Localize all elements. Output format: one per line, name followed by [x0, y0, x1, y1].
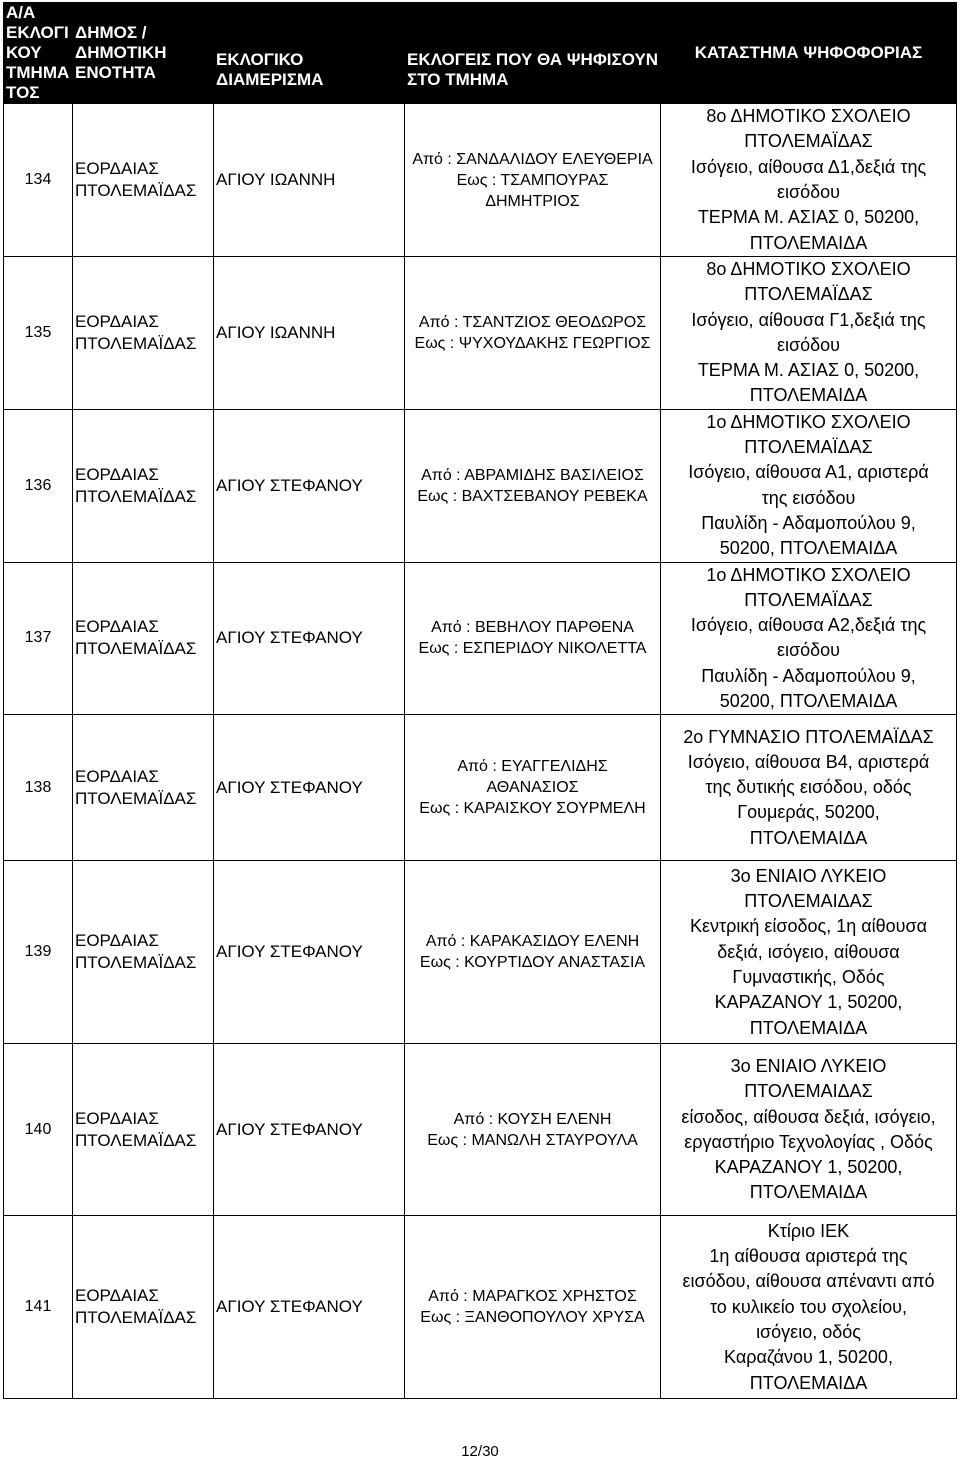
row-number: 138: [4, 715, 73, 861]
store-line: 8ο ΔΗΜΟΤΙΚΟ ΣΧΟΛΕΙΟ: [706, 259, 911, 279]
store-line: το κυλικείο του σχολείου,: [709, 1296, 908, 1317]
diamerisma-cell: ΑΓΙΟΥ ΙΩΑΝΝΗ: [214, 104, 405, 257]
store-line: ΠΤΟΛΕΜΑΪΔΑΣ: [744, 437, 873, 458]
dimos-cell: [73, 257, 214, 410]
header-diamerisma: [214, 3, 405, 104]
diamerisma-cell: ΑΓΙΟΥ ΣΤΕΦΑΝΟΥ: [214, 409, 405, 562]
header-aa-line: ΚΟΥ: [6, 43, 42, 62]
store-line: ΤΕΡΜΑ Μ. ΑΣΙΑΣ 0, 50200,: [697, 360, 920, 381]
voters-cell: [405, 1216, 661, 1399]
header-aa-line: Α/Α: [6, 3, 36, 22]
page-number: 12/30: [461, 1443, 499, 1460]
row-number: 136: [4, 409, 73, 562]
voters-line: Εως : ΕΣΠΕΡΙΔΟΥ ΝΙΚΟΛΕΤΤΑ: [418, 640, 647, 658]
header-aa: [4, 3, 73, 104]
store-line: 1ο ΔΗΜΟΤΙΚΟ ΣΧΟΛΕΙΟ: [706, 564, 911, 585]
store-line: ΠΤΟΛΕΜΑΙΔΑ: [749, 1017, 868, 1038]
voters-line: Εως : ΚΟΥΡΤΙΔΟΥ ΑΝΑΣΤΑΣΙΑ: [419, 954, 646, 972]
store-line: ΠΤΟΛΕΜΑΙΔΑΣ: [744, 891, 873, 912]
table-row: [4, 257, 957, 410]
header-voters: [405, 3, 661, 104]
header-aa-line: ΕΚΛΟΓΙ: [6, 23, 69, 42]
voters-line: Εως : ΤΣΑΜΠΟΥΡΑΣ: [456, 171, 609, 189]
diamerisma-cell: ΑΓΙΟΥ ΣΤΕΦΑΝΟΥ: [214, 861, 405, 1044]
store-cell: [661, 1044, 957, 1216]
table-row: [4, 409, 957, 562]
store-cell: [661, 1216, 957, 1399]
diamerisma-cell: ΑΓΙΟΥ ΣΤΕΦΑΝΟΥ: [214, 1216, 405, 1399]
store-line: εισόδου: [776, 334, 841, 355]
store-line: Καραζάνου 1, 50200,: [724, 1347, 893, 1368]
row-number: 135: [4, 257, 73, 410]
voters-line: Από : ΕΥΑΓΓΕΛΙΔΗΣ: [457, 758, 608, 776]
store-cell: [661, 104, 957, 257]
dimos-cell: [73, 104, 214, 257]
header-voters-line: ΕΚΛΟΓΕΙΣ ΠΟΥ ΘΑ ΨΗΦΙΣΟΥΝ: [407, 50, 659, 69]
dimos-line: ΠΤΟΛΕΜΑΪΔΑΣ: [75, 639, 197, 659]
header-dimos: [73, 3, 214, 104]
store-line: εισόδου: [776, 640, 841, 661]
diamerisma-cell: ΑΓΙΟΥ ΣΤΕΦΑΝΟΥ: [214, 1044, 405, 1216]
row-number: 139: [4, 861, 73, 1044]
store-line: ΠΤΟΛΕΜΑΙΔΑ: [749, 1372, 868, 1393]
voters-line: Από : ΣΑΝΔΑΛΙΔΟΥ ΕΛΕΥΘΕΡΙΑ: [412, 150, 653, 168]
voters-cell: [405, 562, 661, 715]
voters-line: Εως : ΚΑΡΑΙΣΚΟΥ ΣΟΥΡΜΕΛΗ: [419, 800, 646, 818]
store-line: 1ο ΔΗΜΟΤΙΚΟ ΣΧΟΛΕΙΟ: [706, 411, 911, 432]
voters-line: Από : ΤΣΑΝΤΖΙΟΣ ΘΕΟΔΩΡΟΣ: [418, 313, 647, 331]
dimos-line: ΕΟΡΔΑΙΑΣ: [75, 159, 159, 178]
header-row: [4, 3, 957, 104]
table-row: [4, 1216, 957, 1399]
store-line: 50200, ΠΤΟΛΕΜΑΙΔΑ: [719, 691, 898, 712]
dimos-line: ΕΟΡΔΑΙΑΣ: [75, 311, 159, 331]
store-line: ΚΑΡΑΖΑΝΟΥ 1, 50200,: [714, 992, 903, 1013]
store-line: Ισόγειο, αίθουσα Α1, αριστερά: [688, 462, 929, 483]
voters-cell: [405, 715, 661, 861]
store-line: ΠΤΟΛΕΜΑΙΔΑΣ: [744, 1081, 873, 1102]
dimos-line: ΠΤΟΛΕΜΑΪΔΑΣ: [75, 333, 197, 353]
store-line: δεξιά, ισόγειο, αίθουσα: [717, 941, 900, 962]
voters-line: Από : ΒΕΒΗΛΟΥ ΠΑΡΘΕΝΑ: [431, 619, 634, 637]
store-line: ΠΤΟΛΕΜΑΙΔΑ: [749, 1182, 868, 1203]
dimos-line: ΕΟΡΔΑΙΑΣ: [75, 617, 159, 637]
header-aa-line: ΤΜΗΜΑ: [6, 63, 70, 82]
table-row: [4, 1044, 957, 1216]
store-line: Ισόγειο, αίθουσα Γ1,δεξιά της: [691, 309, 926, 330]
dimos-line: ΠΤΟΛΕΜΑΪΔΑΣ: [75, 953, 197, 973]
table-row: [4, 715, 957, 861]
store-line: ισόγειο, οδός: [756, 1321, 861, 1342]
voters-cell: [405, 409, 661, 562]
store-line: Ισόγειο, αίθουσα Α2,δεξιά της: [690, 615, 927, 636]
table-row: [4, 861, 957, 1044]
header-voters-line: ΣΤΟ ΤΜΗΜΑ: [407, 70, 509, 89]
store-line: Παυλίδη - Αδαμοπούλου 9,: [701, 665, 916, 686]
store-line: ΤΕΡΜΑ Μ. ΑΣΙΑΣ 0, 50200,: [697, 207, 920, 228]
store-line: 2ο ΓΥΜΝΑΣΙΟ ΠΤΟΛΕΜΑΪΔΑΣ: [683, 726, 934, 747]
store-cell: [661, 409, 957, 562]
dimos-cell: [73, 715, 214, 861]
dimos-line: ΠΤΟΛΕΜΑΪΔΑΣ: [75, 181, 197, 200]
voters-cell: [405, 104, 661, 257]
store-line: εισόδου, αίθουσα απέναντι από: [682, 1271, 935, 1292]
store-cell: [661, 562, 957, 715]
store-line: Παυλίδη - Αδαμοπούλου 9,: [701, 512, 916, 533]
voters-cell: [405, 1044, 661, 1216]
header-diamerisma-line: ΕΚΛΟΓΙΚΟ: [216, 50, 304, 69]
voters-cell: [405, 257, 661, 410]
voters-line: Εως : ΜΑΝΩΛΗ ΣΤΑΥΡΟΥΛΑ: [427, 1131, 638, 1149]
voters-line: Εως : ΒΑΧΤΣΕΒΑΝΟΥ ΡΕΒΕΚΑ: [417, 487, 648, 505]
store-line: ΠΤΟΛΕΜΑΙΔΑ: [749, 385, 868, 406]
dimos-line: ΠΤΟΛΕΜΑΪΔΑΣ: [75, 1308, 197, 1328]
dimos-line: ΕΟΡΔΑΙΑΣ: [75, 1286, 159, 1306]
polling-stations-table: [3, 2, 957, 1399]
row-number: 134: [4, 104, 73, 257]
store-line: είσοδος, αίθουσα δεξιά, ισόγειο,: [681, 1106, 936, 1127]
store-line: ΠΤΟΛΕΜΑΪΔΑΣ: [744, 131, 873, 152]
store-line: ΚΑΡΑΖΑΝΟΥ 1, 50200,: [714, 1157, 903, 1178]
dimos-cell: [73, 861, 214, 1044]
store-cell: [661, 861, 957, 1044]
dimos-line: ΠΤΟΛΕΜΑΪΔΑΣ: [75, 1130, 197, 1150]
dimos-cell: [73, 562, 214, 715]
dimos-line: ΠΤΟΛΕΜΑΪΔΑΣ: [75, 788, 197, 808]
row-number: 137: [4, 562, 73, 715]
diamerisma-cell: ΑΓΙΟΥ ΙΩΑΝΝΗ: [214, 257, 405, 410]
store-line: Κεντρική είσοδος, 1η αίθουσα: [689, 916, 928, 937]
header-katastima: ΚΑΤΑΣΤΗΜΑ ΨΗΦΟΦΟΡΙΑΣ: [661, 3, 957, 104]
voters-line: ΔΗΜΗΤΡΙΟΣ: [485, 192, 580, 210]
store-line: Ισόγειο, αίθουσα Δ1,δεξιά της: [690, 156, 927, 177]
dimos-cell: [73, 1044, 214, 1216]
store-line: εργαστήριο Τεχνολογίας , Οδός: [684, 1131, 933, 1152]
store-line: εισόδου: [776, 182, 841, 202]
store-line: ΠΤΟΛΕΜΑΙΔΑ: [749, 232, 868, 253]
voters-line: Από : ΚΑΡΑΚΑΣΙΔΟΥ ΕΛΕΝΗ: [425, 933, 640, 951]
dimos-line: ΕΟΡΔΑΙΑΣ: [75, 1108, 159, 1128]
row-number: 141: [4, 1216, 73, 1399]
store-line: Γουμεράς, 50200,: [737, 802, 880, 823]
store-cell: [661, 715, 957, 861]
voters-line: Εως : ΨΥΧΟΥΔΑΚΗΣ ΓΕΩΡΓΙΟΣ: [414, 334, 651, 352]
header-diamerisma-line: ΔΙΑΜΕΡΙΣΜΑ: [216, 70, 324, 89]
header-dimos-line: ΕΝΟΤΗΤΑ: [75, 63, 156, 82]
header-dimos-line: ΔΗΜΟΣ /: [75, 23, 147, 42]
voters-line: ΑΘΑΝΑΣΙΟΣ: [486, 779, 579, 797]
table-row: [4, 562, 957, 715]
table-row: [4, 104, 957, 257]
store-line: 8ο ΔΗΜΟΤΙΚΟ ΣΧΟΛΕΙΟ: [706, 106, 911, 127]
store-line: 1η αίθουσα αριστερά της: [709, 1246, 908, 1267]
voters-line: Από : ΑΒΡΑΜΙΔΗΣ ΒΑΣΙΛΕΙΟΣ: [421, 466, 644, 484]
dimos-line: ΕΟΡΔΑΙΑΣ: [75, 931, 159, 951]
store-line: Γυμναστικής, Οδός: [732, 966, 885, 987]
voters-cell: [405, 861, 661, 1044]
dimos-cell: [73, 1216, 214, 1399]
store-line: ΠΤΟΛΕΜΑΙΔΑ: [749, 827, 868, 848]
diamerisma-cell: ΑΓΙΟΥ ΣΤΕΦΑΝΟΥ: [214, 715, 405, 861]
diamerisma-cell: ΑΓΙΟΥ ΣΤΕΦΑΝΟΥ: [214, 562, 405, 715]
row-number: 140: [4, 1044, 73, 1216]
store-line: ΠΤΟΛΕΜΑΪΔΑΣ: [744, 589, 873, 610]
dimos-line: ΕΟΡΔΑΙΑΣ: [75, 766, 159, 786]
store-line: 50200, ΠΤΟΛΕΜΑΙΔΑ: [719, 538, 898, 559]
voters-line: Από : ΚΟΥΣΗ ΕΛΕΝΗ: [453, 1110, 612, 1128]
store-line: 3ο ΕΝΙΑΙΟ ΛΥΚΕΙΟ: [730, 865, 887, 886]
header-dimos-line: ΔΗΜΟΤΙΚΗ: [75, 43, 167, 62]
store-cell: [661, 257, 957, 410]
voters-line: Εως : ΞΑΝΘΟΠΟΥΛΟΥ ΧΡΥΣΑ: [420, 1309, 645, 1327]
voters-line: Από : ΜΑΡΑΓΚΟΣ ΧΡΗΣΤΟΣ: [428, 1288, 637, 1306]
store-line: Κτίριο ΙΕΚ: [767, 1220, 850, 1241]
store-line: Ισόγειο, αίθουσα Β4, αριστερά: [687, 751, 930, 772]
dimos-line: ΕΟΡΔΑΙΑΣ: [75, 464, 159, 484]
store-line: ΠΤΟΛΕΜΑΪΔΑΣ: [744, 284, 873, 305]
store-line: της εισόδου: [761, 487, 856, 508]
header-aa-line: ΤΟΣ: [6, 83, 40, 102]
store-line: της δυτικής εισόδου, οδός: [705, 777, 912, 798]
store-line: 3ο ΕΝΙΑΙΟ ΛΥΚΕΙΟ: [730, 1055, 887, 1076]
dimos-cell: [73, 409, 214, 562]
dimos-line: ΠΤΟΛΕΜΑΪΔΑΣ: [75, 486, 197, 506]
